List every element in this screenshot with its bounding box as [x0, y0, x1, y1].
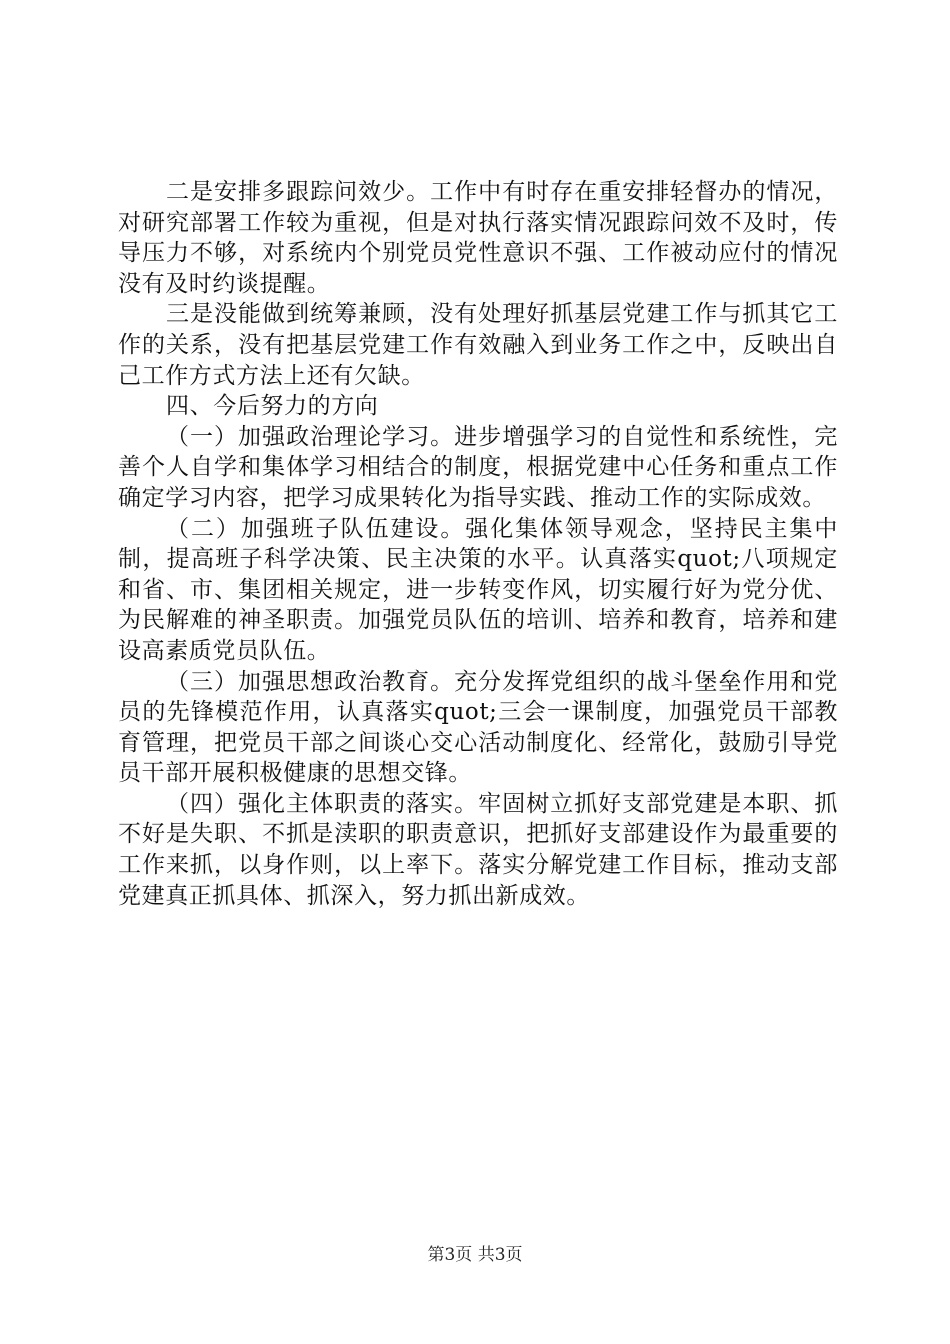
- paragraph-tracking-issue: 二是安排多跟踪问效少。工作中有时存在重安排轻督办的情况，对研究部署工作较为重视，但是对执行落实情况跟踪问效不及时，传导压力不够，对系统内个别党员党性意识不强、工作被动应付的情况没有及时约谈提醒。: [118, 179, 838, 297]
- paragraph-responsibility: （四）强化主体职责的落实。牢固树立抓好支部党建是本职、抓不好是失职、不抓是渎职的职责意识，把抓好支部建设作为最重要的工作来抓，以身作则，以上率下。落实分解党建工作目标，推动支部党建真正抓具体、抓深入，努力抓出新成效。: [118, 790, 838, 909]
- document-body: [118, 177, 838, 911]
- paragraph-team-building: （二）加强班子队伍建设。强化集体领导观念，坚持民主集中制，提高班子科学决策、民主决策的水平。认真落实quot;八项规定和省、市、集团相关规定，进一步转变作风，切实履行好为党分优、为民解难的神圣职责。加强党员队伍的培训、培养和教育，培养和建设高素质党员队伍。: [118, 515, 838, 664]
- paragraph-theory-study: （一）加强政治理论学习。进步增强学习的自觉性和系统性，完善个人自学和集体学习相结合的制度，根据党建中心任务和重点工作确定学习内容，把学习成果转化为指导实践、推动工作的实际成效。: [118, 423, 838, 511]
- paragraph-coordination-issue: 三是没能做到统筹兼顾，没有处理好抓基层党建工作与抓其它工作的关系，没有把基层党建工作有效融入到业务工作之中，反映出自己工作方式方法上还有欠缺。: [118, 301, 838, 389]
- paragraph-ideological-education: （三）加强思想政治教育。充分发挥党组织的战斗堡垒作用和党员的先锋模范作用，认真落实quot;三会一课制度，加强党员干部教育管理，把党员干部之间谈心交心活动制度化、经常化，鼓励引导党员干部开展积极健康的思想交锋。: [118, 668, 838, 787]
- section-heading-future-direction: 四、今后努力的方向: [166, 393, 379, 420]
- page-number-footer: 第3页 共3页: [427, 1245, 523, 1265]
